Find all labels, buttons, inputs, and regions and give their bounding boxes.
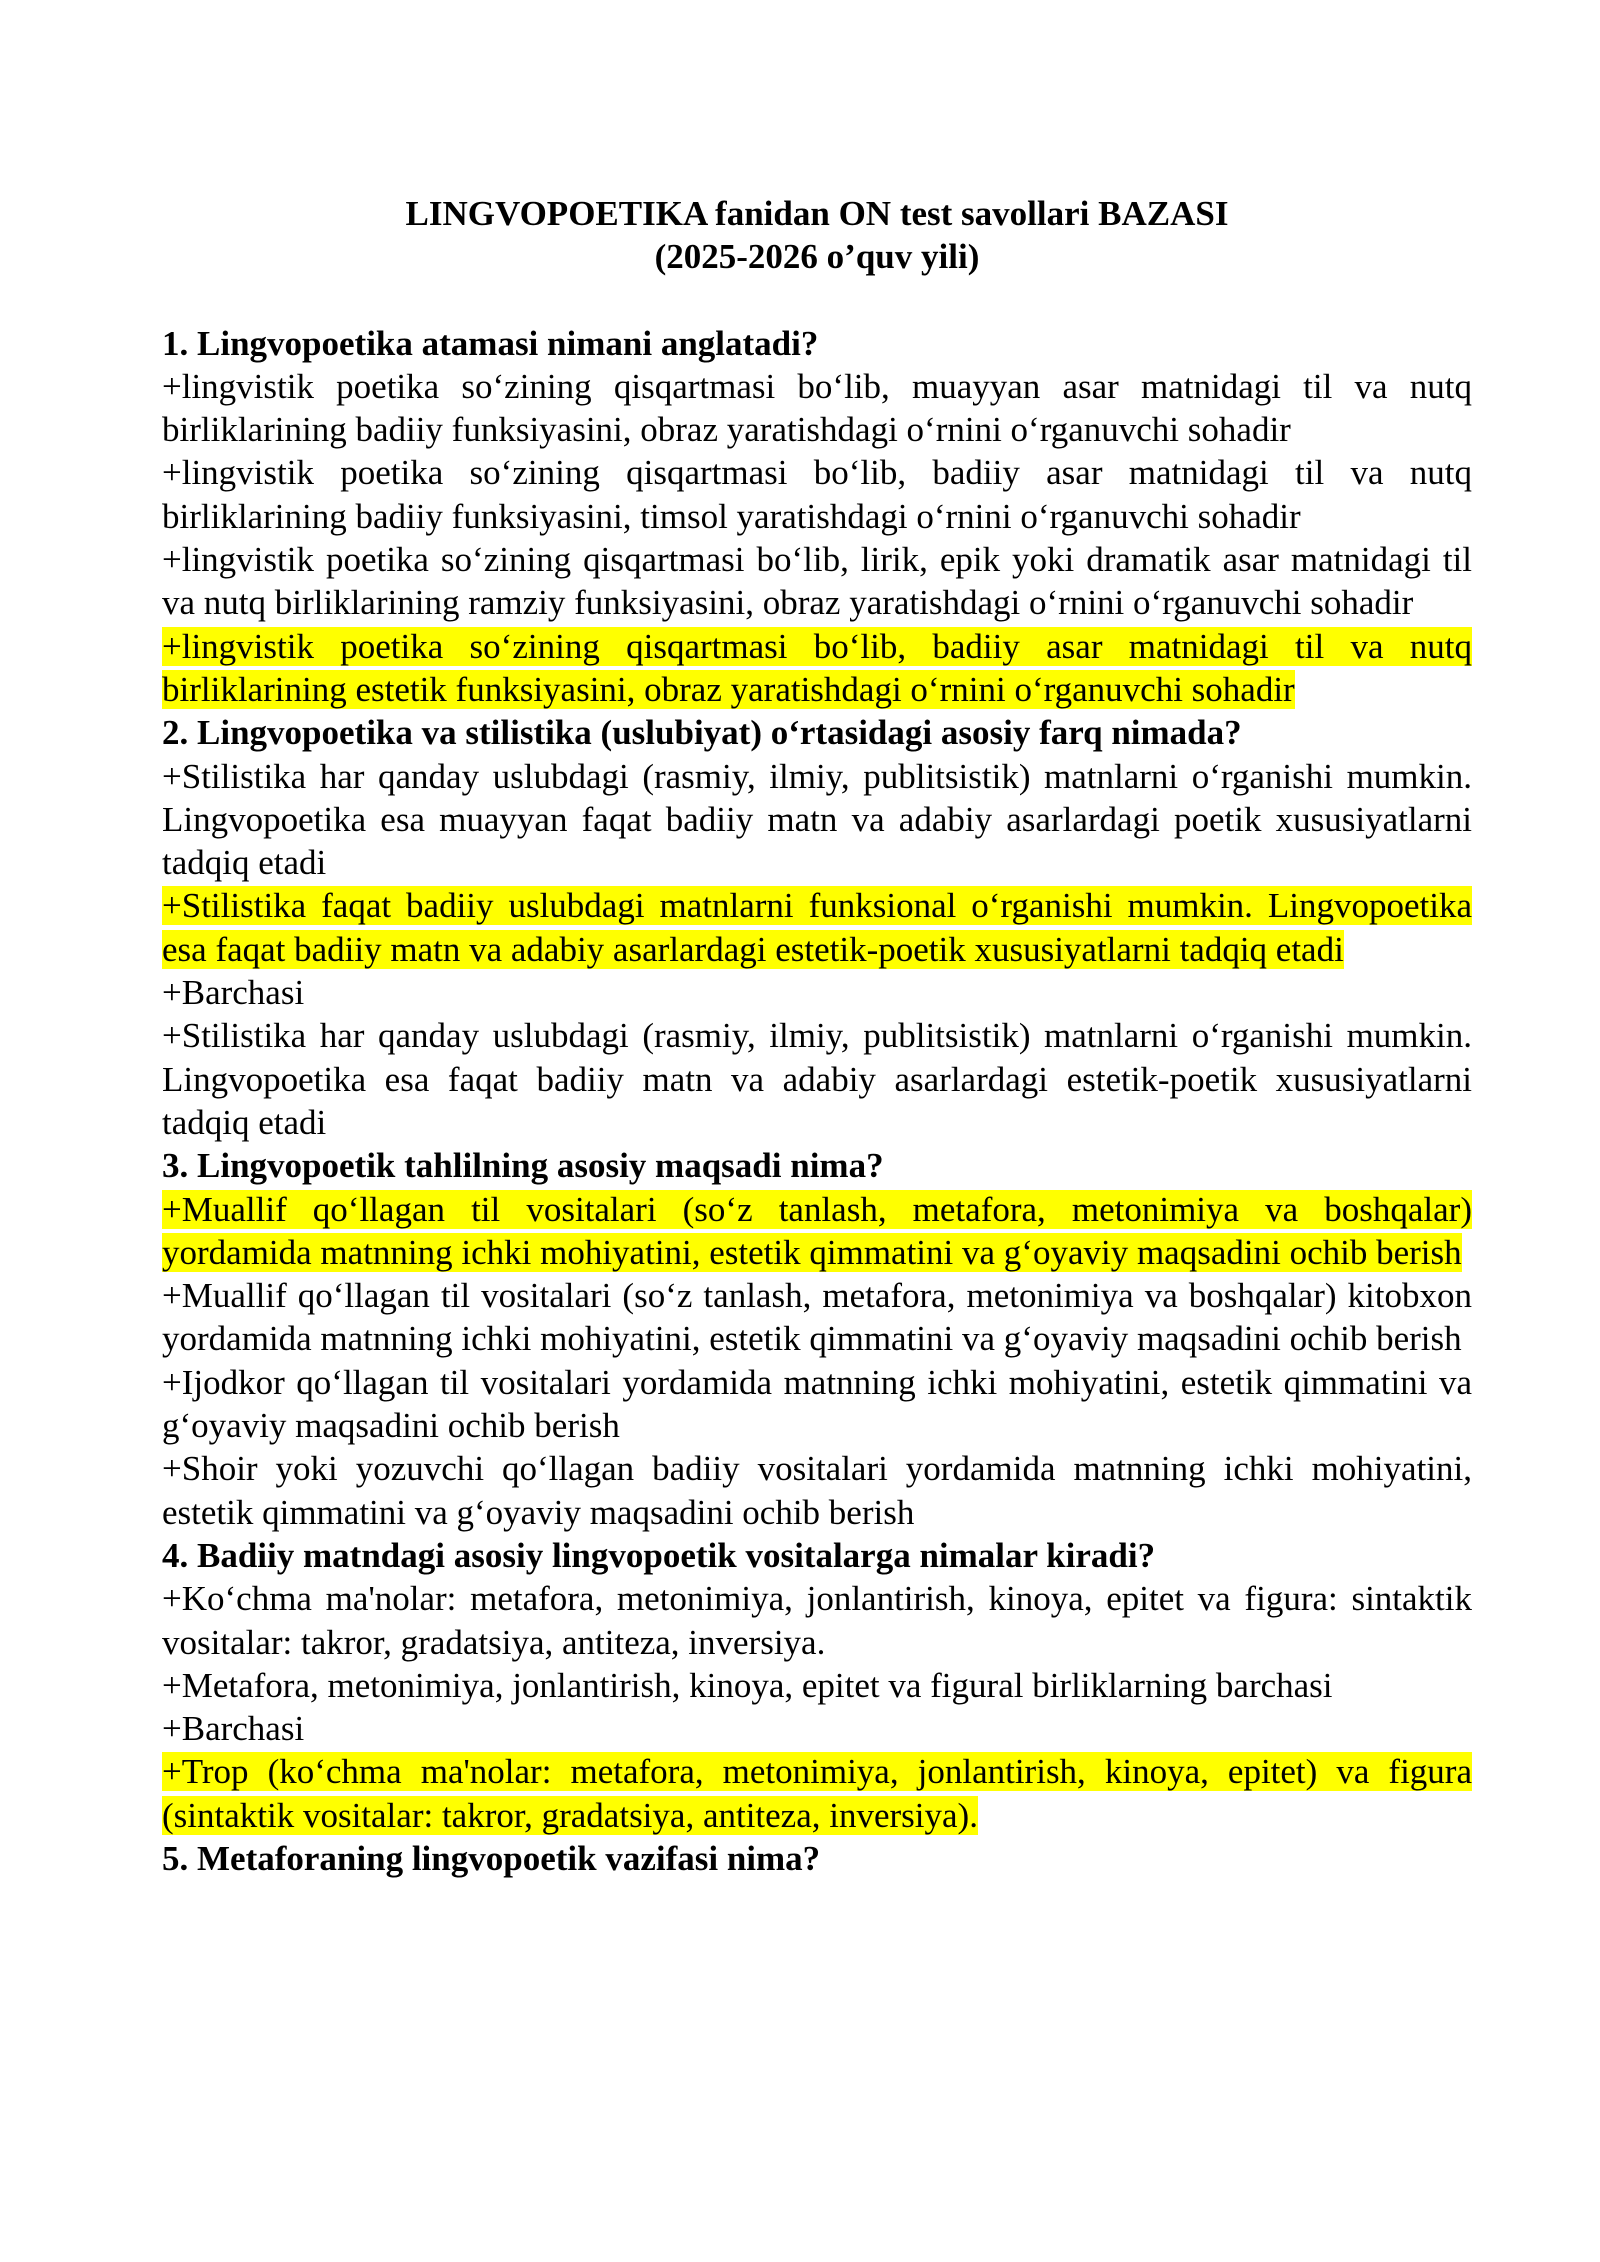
option-text: +Muallif qo‘llagan til vositalari (so‘z tanlash, metafora, metonimiya va boshqalar) kitobxon yordamida matnning ichki mohiyatini, estetik qimmatini va g‘oyaviy maqsadini ochib berish	[162, 1276, 1472, 1359]
document-title: LINGVOPOETIKA fanidan ON test savollari BAZASI	[405, 194, 1229, 233]
question-3-text: 3. Lingvopoetik tahlilning asosiy maqsadi nima?	[162, 1146, 884, 1186]
question-2-option-2-highlighted	[162, 884, 1472, 971]
question-3-option-3	[162, 1361, 1472, 1448]
option-text: +lingvistik poetika so‘zining qisqartmasi bo‘lib, badiiy asar matnidagi til va nutq birliklarining badiiy funksiyasini, timsol yaratishdagi o‘rnini o‘rganuvchi sohadir	[162, 453, 1472, 536]
question-2-option-4	[162, 1014, 1472, 1144]
option-text: +Stilistika har qanday uslubdagi (rasmiy, ilmiy, publitsistik) matnlarni o‘rganishi mumkin. Lingvopoetika esa muayyan faqat badiiy matn va adabiy asarlardagi poetik xususiyatlarni tadqiq etadi	[162, 756, 1472, 883]
option-text: +Stilistika faqat badiiy uslubdagi matnlarni funksional o‘rganishi mumkin. Lingvopoetika esa faqat badiiy matn va adabiy asarlardagi estetik-poetik xususiyatlarni tadqiq etadi	[162, 886, 1472, 969]
title-spacer	[162, 279, 1472, 322]
option-text: +Metafora, metonimiya, jonlantirish, kinoya, epitet va figural birliklarning barchasi	[162, 1665, 1333, 1705]
option-text: +Ijodkor qo‘llagan til vositalari yordamida matnning ichki mohiyatini, estetik qimmatini va g‘oyaviy maqsadini ochib berish	[162, 1362, 1472, 1446]
question-3-option-1-highlighted	[162, 1188, 1472, 1275]
question-4-option-3	[162, 1707, 1472, 1750]
question-3-option-4	[162, 1447, 1472, 1534]
document-subtitle: (2025-2026 o’quv yili)	[654, 237, 980, 277]
question-1-text: 1. Lingvopoetika atamasi nimani anglatadi?	[162, 323, 819, 363]
document-content	[162, 192, 1472, 1880]
question-2-text: 2. Lingvopoetika va stilistika (uslubiyat) o‘rtasidagi asosiy farq nimada?	[162, 713, 1242, 753]
option-text: +lingvistik poetika so‘zining qisqartmasi bo‘lib, lirik, epik yoki dramatik asar matnidagi til va nutq birliklarining ramziy funksiyasini, obraz yaratishdagi o‘rnini o‘rganuvchi sohadir	[162, 540, 1472, 623]
option-text: +lingvistik poetika so‘zining qisqartmasi bo‘lib, badiiy asar matnidagi til va nutq birliklarining estetik funksiyasini, obraz yaratishdagi o‘rnini o‘rganuvchi sohadir	[162, 626, 1472, 709]
option-text: +Trop (ko‘chma ma'nolar: metafora, metonimiya, jonlantirish, kinoya, epitet) va figura (sintaktik vositalar: takror, gradatsiya, antiteza, inversiya).	[162, 1752, 1472, 1835]
option-text: +Muallif qo‘llagan til vositalari (so‘z tanlash, metafora, metonimiya va boshqalar) yordamida matnning ichki mohiyatini, estetik qimmatini va g‘oyaviy maqsadini ochib berish	[162, 1189, 1472, 1272]
option-text: +Barchasi	[162, 973, 305, 1013]
option-text: +Shoir yoki yozuvchi qo‘llagan badiiy vositalari yordamida matnning ichki mohiyatini, estetik qimmatini va g‘oyaviy maqsadini ochib berish	[162, 1449, 1472, 1532]
question-5-text: 5. Metaforaning lingvopoetik vazifasi nima?	[162, 1838, 821, 1878]
question-2-option-1	[162, 755, 1472, 885]
question-list	[162, 322, 1472, 1881]
question-1-option-3	[162, 538, 1472, 625]
question-4-option-1	[162, 1577, 1472, 1664]
option-text: +Barchasi	[162, 1709, 305, 1749]
option-text: +lingvistik poetika so‘zining qisqartmasi bo‘lib, muayyan asar matnidagi til va nutq birliklarining badiiy funksiyasini, obraz yaratishdagi o‘rnini o‘rganuvchi sohadir	[162, 366, 1472, 450]
question-3-option-2	[162, 1274, 1472, 1361]
option-text: +Ko‘chma ma'nolar: metafora, metonimiya, jonlantirish, kinoya, epitet va figura: sintaktik vositalar: takror, gradatsiya, antiteza, inversiya.	[162, 1579, 1472, 1662]
question-2-option-3	[162, 971, 1472, 1014]
option-text: +Stilistika har qanday uslubdagi (rasmiy, ilmiy, publitsistik) matnlarni o‘rganishi mumkin. Lingvopoetika esa faqat badiiy matn va adabiy asarlardagi estetik-poetik xususiyatlarni tadqiq etadi	[162, 1016, 1472, 1142]
question-4-option-4-highlighted	[162, 1750, 1472, 1837]
question-1-option-1	[162, 365, 1472, 452]
question-1-option-4-highlighted	[162, 625, 1472, 712]
question-4-option-2	[162, 1664, 1472, 1707]
question-4-text: 4. Badiiy matndagi asosiy lingvopoetik vositalarga nimalar kiradi?	[162, 1535, 1156, 1575]
question-1-option-2	[162, 451, 1472, 538]
